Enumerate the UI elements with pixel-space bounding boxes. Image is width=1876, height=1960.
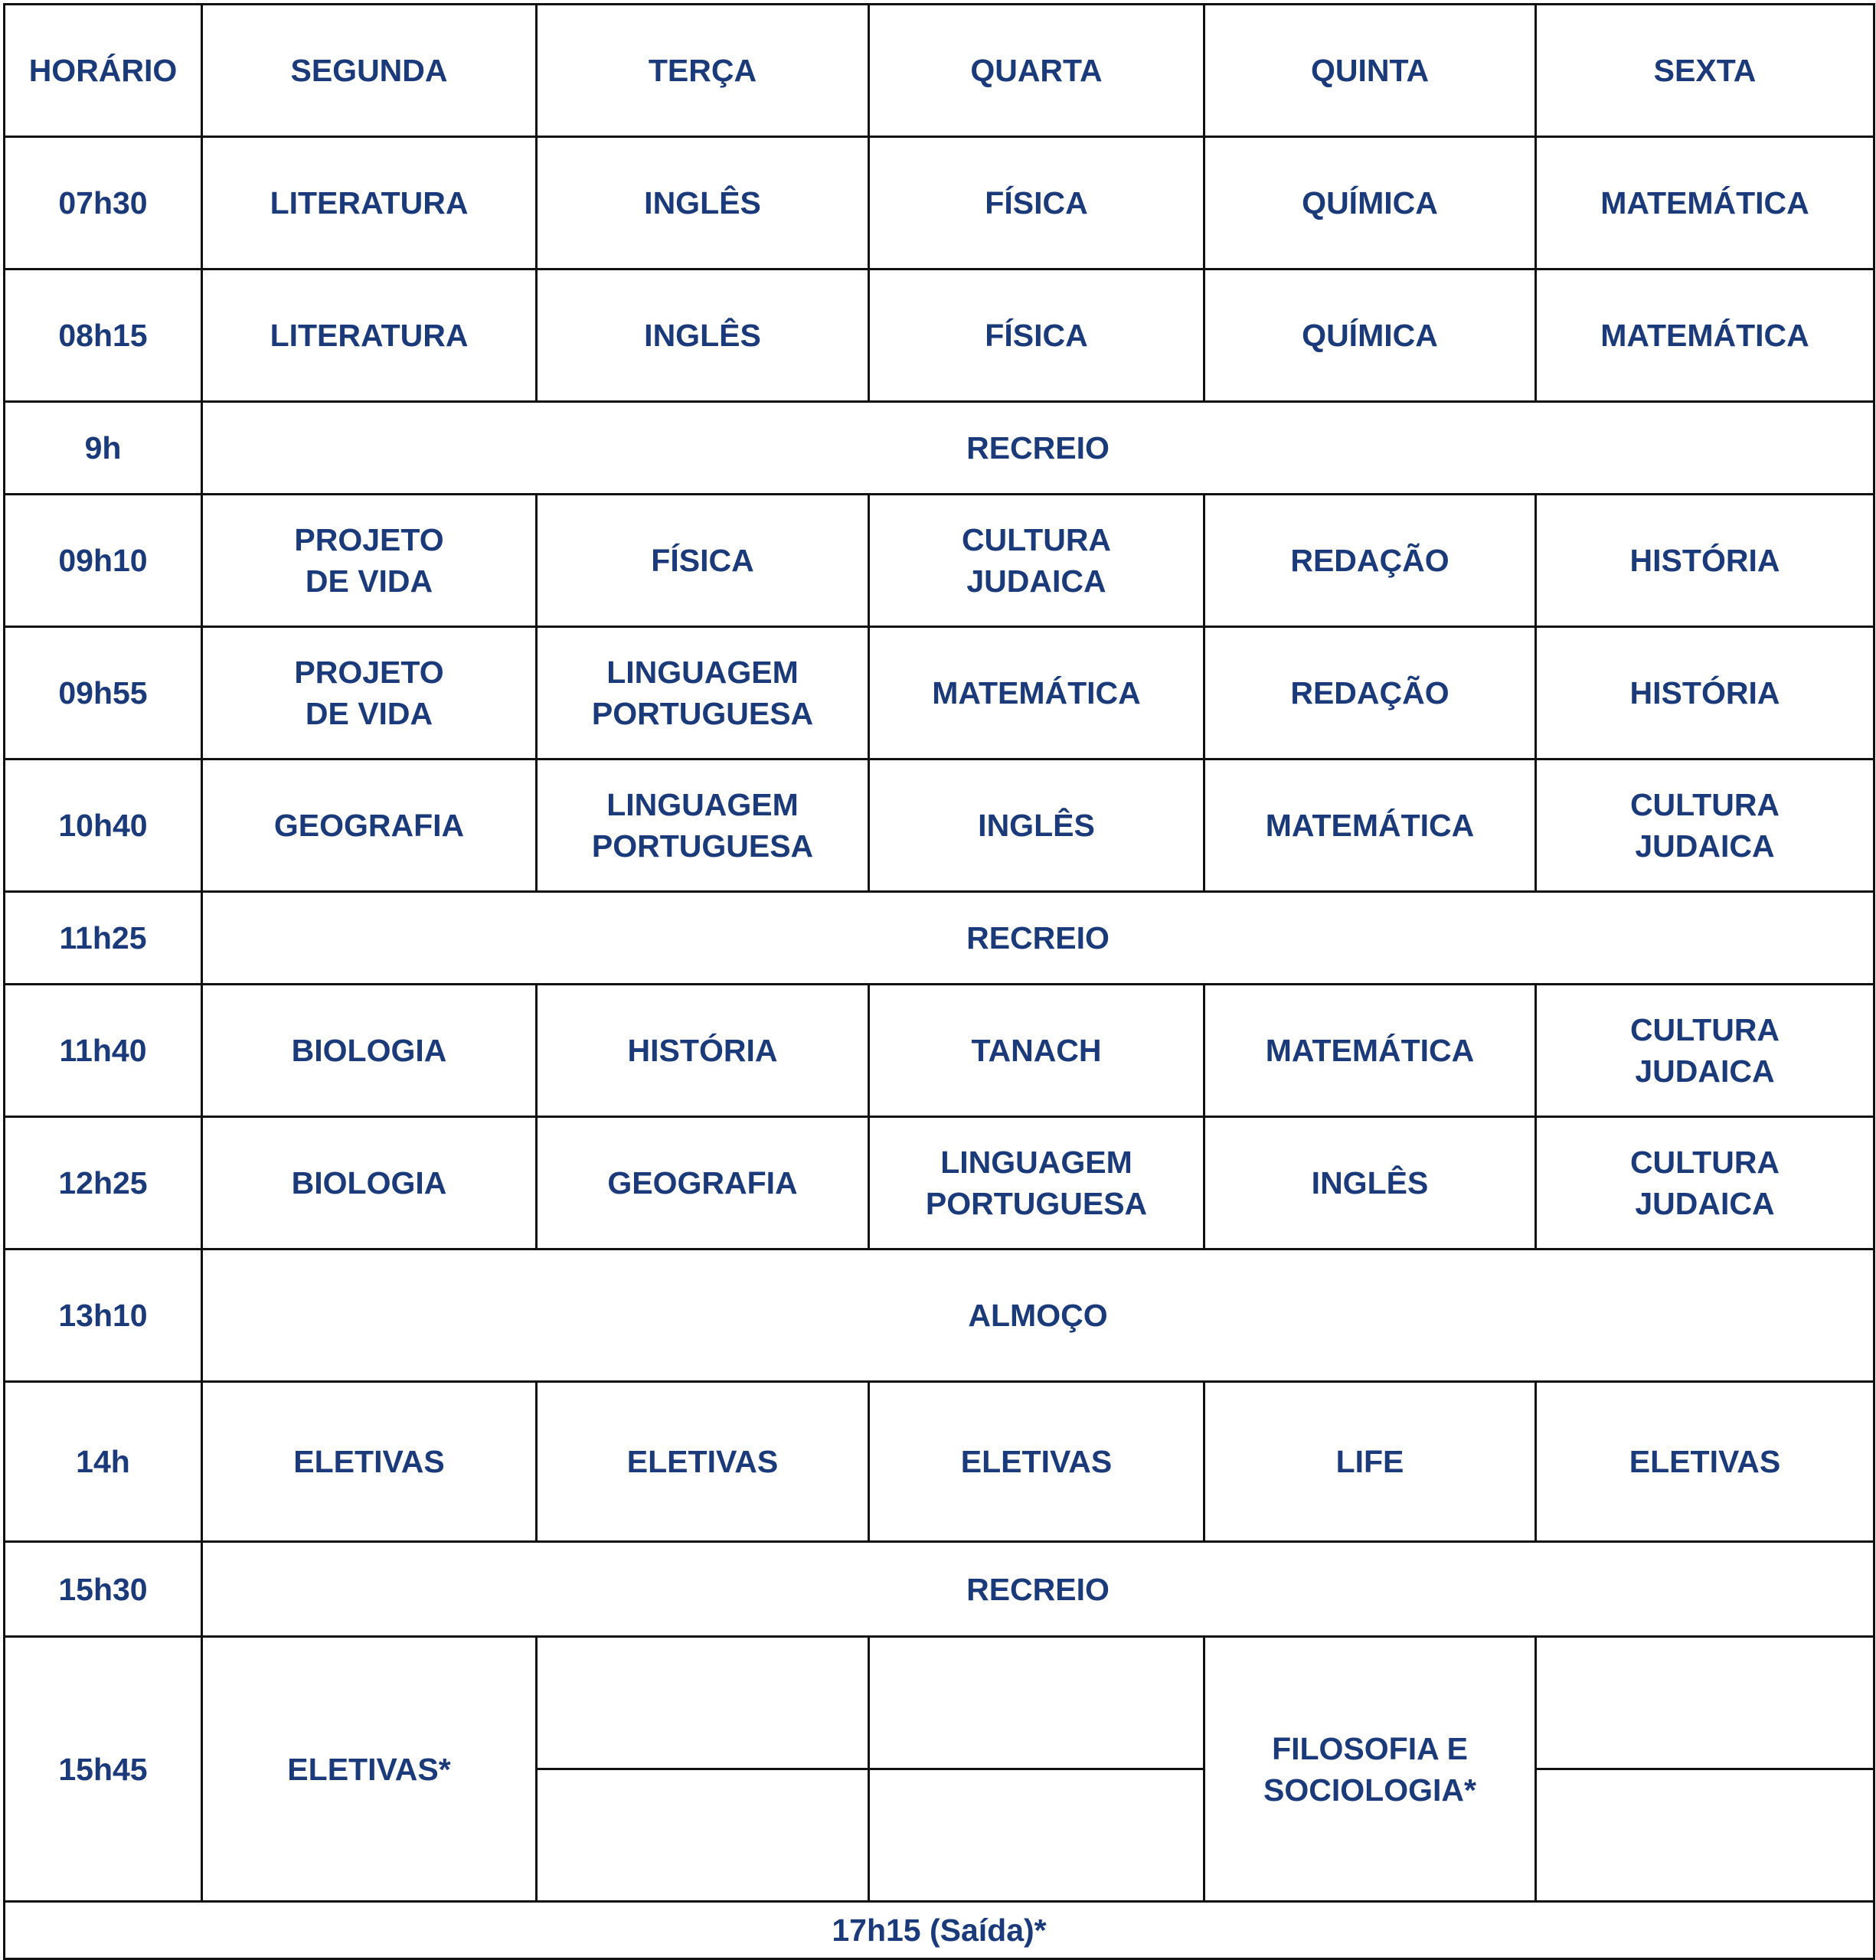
time-cell: 08h15 <box>5 270 202 402</box>
class-cell-wednesday: ELETIVAS <box>869 1382 1204 1542</box>
class-cell-friday: HISTÓRIA <box>1536 495 1874 627</box>
schedule-row <box>5 1382 1874 1542</box>
time-cell: 09h10 <box>5 495 202 627</box>
header-row <box>5 5 1874 137</box>
time-cell: 09h55 <box>5 627 202 760</box>
break-row <box>5 402 1874 495</box>
class-cell-tuesday: INGLÊS <box>537 270 869 402</box>
class-cell-monday: LITERATURA <box>202 137 537 270</box>
time-cell: 10h40 <box>5 760 202 892</box>
header-day-monday: SEGUNDA <box>202 5 537 137</box>
header-day-wednesday: QUARTA <box>869 5 1204 137</box>
class-cell-monday: ELETIVAS* <box>202 1637 537 1902</box>
empty-cell-wednesday <box>869 1769 1204 1902</box>
class-cell-friday: HISTÓRIA <box>1536 627 1874 760</box>
time-cell: 15h30 <box>5 1542 202 1637</box>
class-cell-friday: MATEMÁTICA <box>1536 270 1874 402</box>
schedule-row <box>5 1637 1874 1769</box>
class-cell-thursday: QUÍMICA <box>1204 137 1536 270</box>
class-cell-friday: CULTURA JUDAICA <box>1536 985 1874 1117</box>
class-cell-wednesday: MATEMÁTICA <box>869 627 1204 760</box>
empty-cell-friday <box>1536 1637 1874 1769</box>
empty-cell-tuesday <box>537 1769 869 1902</box>
class-cell-tuesday: ELETIVAS <box>537 1382 869 1542</box>
time-cell: 14h <box>5 1382 202 1542</box>
class-cell-friday: CULTURA JUDAICA <box>1536 760 1874 892</box>
schedule-row <box>5 495 1874 627</box>
class-cell-tuesday: FÍSICA <box>537 495 869 627</box>
class-cell-thursday: INGLÊS <box>1204 1117 1536 1250</box>
break-row <box>5 892 1874 985</box>
header-day-tuesday: TERÇA <box>537 5 869 137</box>
lunch-cell: ALMOÇO <box>202 1250 1874 1382</box>
class-cell-tuesday: INGLÊS <box>537 137 869 270</box>
break-row <box>5 1250 1874 1382</box>
break-cell: RECREIO <box>202 892 1874 985</box>
class-cell-monday: BIOLOGIA <box>202 1117 537 1250</box>
class-cell-wednesday: FÍSICA <box>869 270 1204 402</box>
class-cell-tuesday: LINGUAGEM PORTUGUESA <box>537 760 869 892</box>
header-day-thursday: QUINTA <box>1204 5 1536 137</box>
class-cell-tuesday: HISTÓRIA <box>537 985 869 1117</box>
empty-cell-friday <box>1536 1769 1874 1902</box>
class-cell-tuesday: LINGUAGEM PORTUGUESA <box>537 627 869 760</box>
class-cell-thursday: REDAÇÃO <box>1204 627 1536 760</box>
class-cell-thursday: MATEMÁTICA <box>1204 760 1536 892</box>
time-cell: 12h25 <box>5 1117 202 1250</box>
empty-cell-wednesday <box>869 1637 1204 1769</box>
class-cell-monday: LITERATURA <box>202 270 537 402</box>
class-cell-wednesday: FÍSICA <box>869 137 1204 270</box>
class-cell-thursday: QUÍMICA <box>1204 270 1536 402</box>
footer-row <box>5 1902 1874 1959</box>
break-row <box>5 1542 1874 1637</box>
schedule-row <box>5 137 1874 270</box>
class-cell-wednesday: INGLÊS <box>869 760 1204 892</box>
class-cell-monday: BIOLOGIA <box>202 985 537 1117</box>
class-cell-friday: CULTURA JUDAICA <box>1536 1117 1874 1250</box>
time-cell: 11h25 <box>5 892 202 985</box>
class-cell-thursday: MATEMÁTICA <box>1204 985 1536 1117</box>
schedule-row <box>5 985 1874 1117</box>
schedule-row <box>5 1117 1874 1250</box>
class-cell-thursday: FILOSOFIA E SOCIOLOGIA* <box>1204 1637 1536 1902</box>
class-cell-wednesday: CULTURA JUDAICA <box>869 495 1204 627</box>
class-cell-friday: ELETIVAS <box>1536 1382 1874 1542</box>
schedule-row <box>5 760 1874 892</box>
schedule-table <box>3 3 1875 1960</box>
header-day-friday: SEXTA <box>1536 5 1874 137</box>
break-cell: RECREIO <box>202 402 1874 495</box>
class-cell-monday: PROJETO DE VIDA <box>202 627 537 760</box>
break-cell: RECREIO <box>202 1542 1874 1637</box>
class-cell-thursday: LIFE <box>1204 1382 1536 1542</box>
class-cell-wednesday: LINGUAGEM PORTUGUESA <box>869 1117 1204 1250</box>
class-cell-monday: PROJETO DE VIDA <box>202 495 537 627</box>
exit-time-footer: 17h15 (Saída)* <box>5 1902 1874 1959</box>
schedule-row <box>5 270 1874 402</box>
time-cell: 11h40 <box>5 985 202 1117</box>
class-cell-monday: ELETIVAS <box>202 1382 537 1542</box>
class-cell-monday: GEOGRAFIA <box>202 760 537 892</box>
time-cell: 13h10 <box>5 1250 202 1382</box>
schedule-row <box>5 627 1874 760</box>
class-cell-tuesday: GEOGRAFIA <box>537 1117 869 1250</box>
time-cell: 9h <box>5 402 202 495</box>
header-time: HORÁRIO <box>5 5 202 137</box>
empty-cell-tuesday <box>537 1637 869 1769</box>
class-cell-wednesday: TANACH <box>869 985 1204 1117</box>
time-cell: 07h30 <box>5 137 202 270</box>
class-cell-thursday: REDAÇÃO <box>1204 495 1536 627</box>
time-cell: 15h45 <box>5 1637 202 1902</box>
class-cell-friday: MATEMÁTICA <box>1536 137 1874 270</box>
